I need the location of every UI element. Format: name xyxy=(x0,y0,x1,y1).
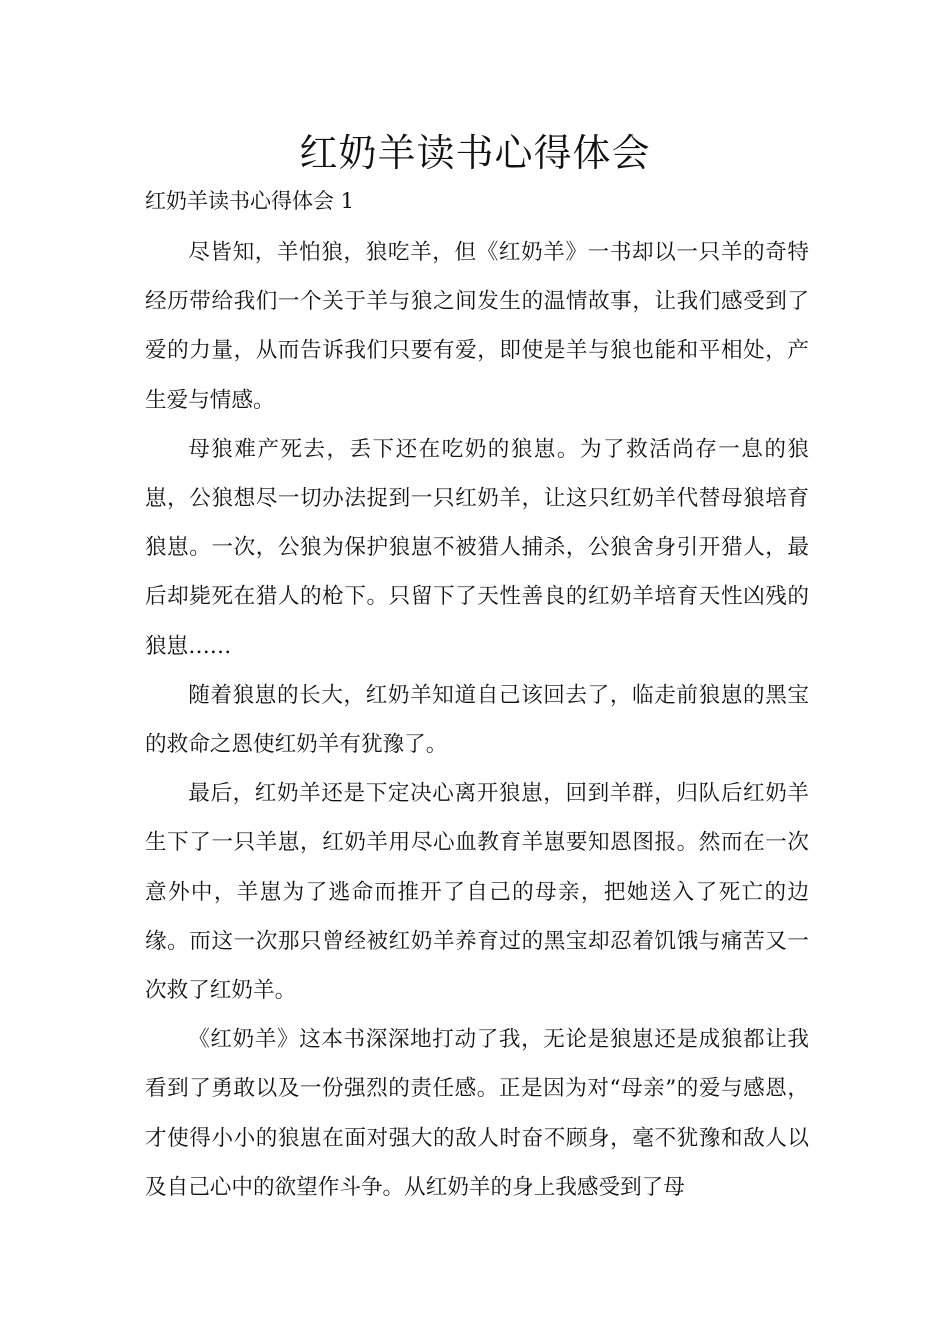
paragraph-1: 尽皆知，羊怕狼，狼吃羊，但《红奶羊》一书却以一只羊的奇特经历带给我们一个关于羊与狼之间发生的温情故事，让我们感受到了爱的力量，从而告诉我们只要有爱，即使是羊与狼也能和平相处，产生爱与情感。 xyxy=(145,240,809,413)
paragraph-4: 最后，红奶羊还是下定决心离开狼崽，回到羊群，归队后红奶羊生下了一只羊崽，红奶羊用尽心血教育羊崽要知恩图报。然而在一次意外中，羊崽为了逃命而推开了自己的母亲，把她送入了死亡的边缘。而这一次那只曾经被红奶羊养育过的黑宝却忍着饥饿与痛苦又一次救了红奶羊。 xyxy=(145,781,809,1004)
document-body xyxy=(145,228,809,1212)
paragraph-3: 随着狼崽的长大，红奶羊知道自己该回去了，临走前狼崽的黑宝的救命之恩使红奶羊有犹豫了。 xyxy=(145,682,809,758)
document-title: 红奶羊读书心得体会 xyxy=(299,131,651,175)
paragraph-2: 母狼难产死去，丢下还在吃奶的狼崽。为了救活尚存一息的狼崽，公狼想尽一切办法捉到一只红奶羊，让这只红奶羊代替母狼培育狼崽。一次，公狼为保护狼崽不被猎人捕杀，公狼舍身引开猎人，最后却毙死在猎人的枪下。只留下了天性善良的红奶羊培育天性凶残的狼崽…… xyxy=(145,436,809,659)
document-subtitle: 红奶羊读书心得体会 1 xyxy=(145,189,355,213)
paragraph-5: 《红奶羊》这本书深深地打动了我，无论是狼崽还是成狼都让我看到了勇敢以及一份强烈的责任感。正是因为对“母亲”的爱与感恩，才使得小小的狼崽在面对强大的敌人时奋不顾身，毫不犹豫和敌人以及自己心中的欲望作斗争。从红奶羊的身上我感受到了母 xyxy=(145,1027,809,1200)
